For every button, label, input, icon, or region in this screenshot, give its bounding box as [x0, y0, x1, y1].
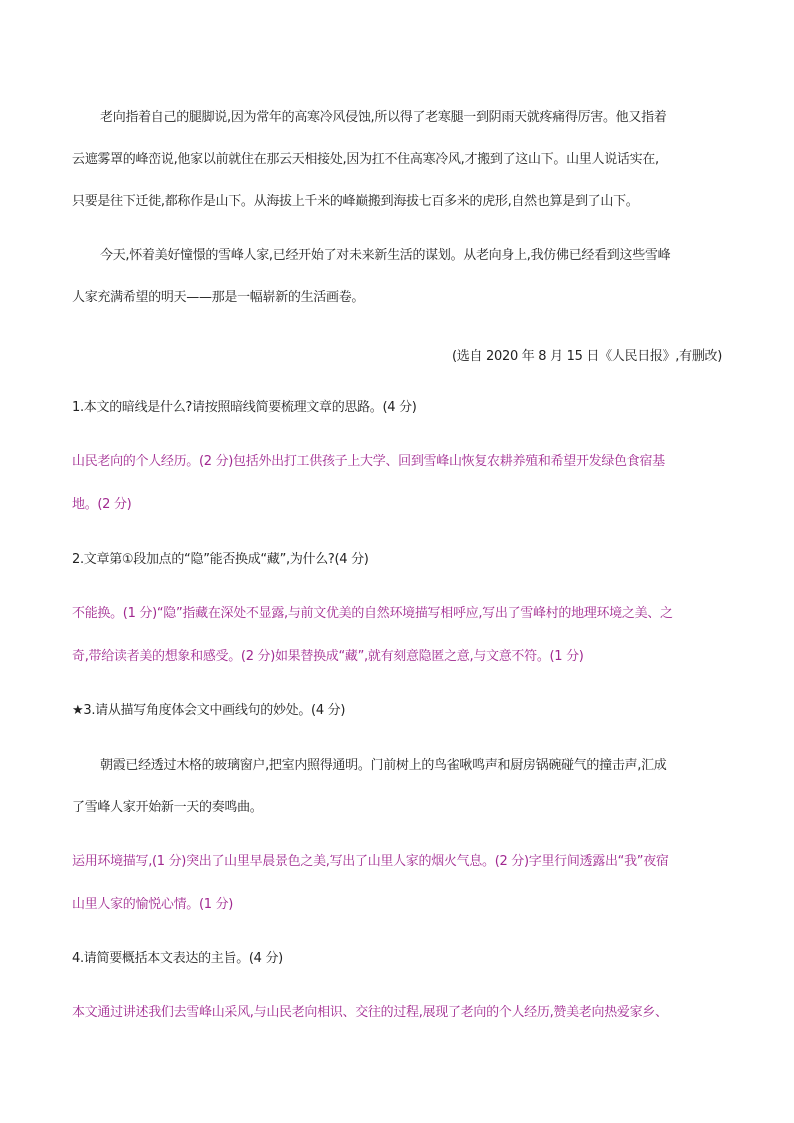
- question-3: ★3.请从描写角度体会文中画线句的妙处。(4 分): [72, 703, 346, 718]
- answer-1-line-2: 地。(2 分): [72, 497, 132, 512]
- passage-p1-line-3: 只要是往下迁徙,都称作是山下。从海拔上千米的峰巅搬到海拔七百多米的虎形,自然也算是到了山下。: [72, 194, 639, 209]
- quote-3-line-1: 朝霞已经透过木格的玻璃窗户,把室内照得通明。门前树上的鸟雀啾鸣声和厨房锅碗碰气的撞击声,汇成: [100, 758, 667, 773]
- answer-3-line-2: 山里人家的愉悦心情。(1 分): [72, 897, 234, 912]
- source-citation: (选自 2020 年 8 月 15 日《人民日报》,有删改): [452, 349, 722, 364]
- passage-p2-line-2: 人家充满希望的明天——那是一幅崭新的生活画卷。: [72, 290, 365, 305]
- question-4: 4.请简要概括本文表达的主旨。(4 分): [72, 951, 283, 966]
- answer-4-line-1: 本文通过讲述我们去雪峰山采风,与山民老向相识、交往的过程,展现了老向的个人经历,赞美老向热爱家乡、: [72, 1005, 668, 1020]
- quote-3-line-2: 了雪峰人家开始新一天的奏鸣曲。: [72, 800, 263, 815]
- answer-2-line-2: 奇,带给读者美的想象和感受。(2 分)如果替换成“藏”,就有刻意隐匿之意,与文意不符。(1 分): [72, 649, 584, 664]
- passage-p2-line-1: 今天,怀着美好憧憬的雪峰人家,已经开始了对未来新生活的谋划。从老向身上,我仿佛已经看到这些雪峰: [100, 248, 671, 263]
- answer-2-line-1: 不能换。(1 分)“隐”指藏在深处不显露,与前文优美的自然环境描写相呼应,写出了雪峰村的地理环境之美、之: [72, 606, 673, 621]
- answer-1-line-1: 山民老向的个人经历。(2 分)包括外出打工供孩子上大学、回到雪峰山恢复农耕养殖和希望开发绿色食宿基: [72, 454, 665, 469]
- question-2: 2.文章第①段加点的“隐”能否换成“藏”,为什么?(4 分): [72, 552, 369, 567]
- passage-p1-line-2: 云遮雾罩的峰峦说,他家以前就住在那云天相接处,因为扛不住高寒冷风,才搬到了这山下。山里人说话实在,: [72, 152, 659, 167]
- passage-p1-line-1: 老向指着自己的腿脚说,因为常年的高寒冷风侵蚀,所以得了老寒腿一到阴雨天就疼痛得厉害。他又指着: [100, 110, 667, 125]
- question-1: 1.本文的暗线是什么?请按照暗线简要梳理文章的思路。(4 分): [72, 400, 417, 415]
- answer-3-line-1: 运用环境描写,(1 分)突出了山里早晨景色之美,写出了山里人家的烟火气息。(2 分)字里行间透露出“我”夜宿: [72, 854, 669, 869]
